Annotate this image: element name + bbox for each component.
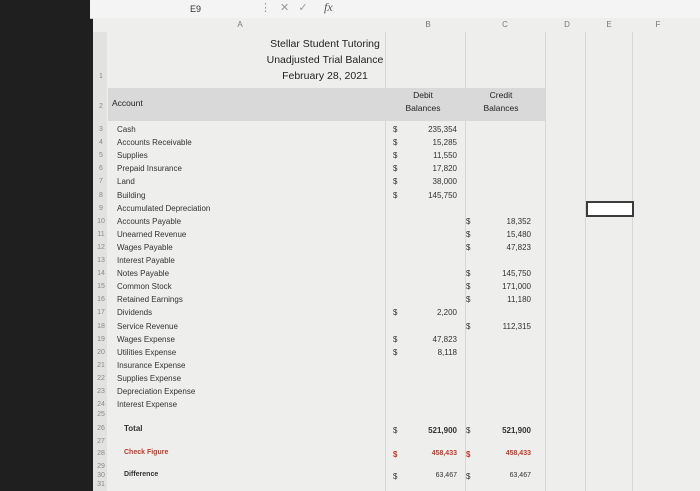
debit-value: 38,000 (432, 177, 457, 186)
row-number[interactable]: 26 (97, 425, 105, 432)
account-name: Interest Payable (117, 256, 175, 265)
credit-dollar: $ (466, 295, 471, 304)
debit-value: 47,823 (432, 335, 457, 344)
report-title-name: Unadjusted Trial Balance (266, 54, 384, 66)
credit-dollar: $ (466, 217, 471, 226)
account-name: Prepaid Insurance (117, 164, 182, 173)
total-label: Total (124, 424, 143, 433)
selected-cell-e9[interactable] (586, 201, 634, 217)
row-number[interactable]: 11 (97, 231, 105, 238)
account-name: Retained Earnings (117, 295, 183, 304)
gridline (545, 32, 546, 491)
difference-debit-dollar: $ (393, 472, 398, 481)
row-number[interactable]: 20 (97, 349, 105, 356)
row-number[interactable]: 25 (97, 411, 105, 418)
check-figure-label: Check Figure (124, 449, 169, 456)
row-number[interactable]: 31 (97, 481, 105, 488)
column-header-d[interactable]: D (564, 20, 570, 29)
credit-dollar: $ (466, 269, 471, 278)
credit-dollar: $ (466, 282, 471, 291)
row-number[interactable]: 22 (97, 375, 105, 382)
debit-dollar: $ (393, 335, 398, 344)
debit-dollar: $ (393, 191, 398, 200)
column-header-c[interactable]: C (502, 20, 508, 29)
credit-value: 47,823 (506, 243, 531, 252)
formula-bar (90, 0, 700, 19)
column-header-b[interactable]: B (425, 20, 431, 29)
account-name: Supplies Expense (117, 374, 182, 383)
row-number[interactable]: 27 (97, 438, 105, 445)
credit-header-2: Balances (483, 103, 519, 113)
row-number[interactable]: 21 (97, 362, 105, 369)
column-header-f[interactable]: F (655, 20, 661, 29)
account-name: Interest Expense (117, 400, 178, 409)
credit-value: 18,352 (506, 217, 531, 226)
check-debit-dollar: $ (393, 450, 398, 459)
difference-label: Difference (124, 471, 159, 478)
row-number[interactable]: 6 (99, 165, 103, 172)
account-name: Common Stock (117, 282, 172, 291)
debit-dollar: $ (393, 308, 398, 317)
report-title-date: February 28, 2021 (282, 70, 368, 82)
row-number[interactable]: 1 (99, 73, 103, 80)
debit-dollar: $ (393, 138, 398, 147)
account-name: Wages Expense (117, 335, 175, 344)
credit-dollar: $ (466, 243, 471, 252)
credit-value: 15,480 (506, 230, 531, 239)
credit-dollar: $ (466, 322, 471, 331)
gridline (585, 32, 586, 491)
debit-value: 145,750 (428, 191, 457, 200)
row-number[interactable]: 16 (97, 296, 105, 303)
row-number[interactable]: 8 (99, 192, 103, 199)
account-name: Land (117, 177, 135, 186)
account-name: Accumulated Depreciation (117, 204, 211, 213)
column-header-e[interactable]: E (606, 20, 612, 29)
account-name: Accounts Receivable (117, 138, 192, 147)
check-credit-dollar: $ (466, 450, 471, 459)
account-name: Notes Payable (117, 269, 170, 278)
debit-dollar: $ (393, 348, 398, 357)
debit-dollar: $ (393, 125, 398, 134)
formula-actions-icons[interactable]: ⋮ ✕ ✓ (260, 2, 311, 14)
row-number[interactable]: 23 (97, 388, 105, 395)
row-number[interactable]: 17 (97, 309, 105, 316)
account-name: Wages Payable (117, 243, 173, 252)
row-number[interactable]: 19 (97, 336, 105, 343)
row-number[interactable]: 30 (97, 472, 105, 479)
account-name: Cash (117, 125, 136, 134)
debit-value: 8,118 (437, 348, 457, 357)
credit-value: 171,000 (502, 282, 531, 291)
debit-header-2: Balances (405, 103, 441, 113)
credit-header: Credit (489, 90, 513, 100)
check-credit: 458,433 (505, 450, 531, 457)
account-name: Unearned Revenue (117, 230, 187, 239)
total-debit-dollar: $ (393, 426, 398, 435)
account-name: Accounts Payable (117, 217, 182, 226)
debit-dollar: $ (393, 164, 398, 173)
row-number[interactable]: 7 (99, 178, 103, 185)
gridline (632, 32, 633, 491)
total-debit: 521,900 (428, 426, 457, 435)
total-credit: 521,900 (502, 426, 531, 435)
account-header: Account (112, 98, 143, 108)
debit-value: 15,285 (432, 138, 457, 147)
credit-value: 11,180 (507, 295, 531, 304)
account-name: Supplies (117, 151, 148, 160)
check-debit: 458,433 (431, 450, 457, 457)
debit-header: Debit (413, 90, 433, 100)
debit-dollar: $ (393, 151, 398, 160)
difference-debit: 63,467 (435, 472, 457, 479)
account-name: Insurance Expense (117, 361, 186, 370)
row-number[interactable]: 29 (97, 463, 105, 470)
row-number[interactable]: 15 (97, 283, 105, 290)
row-number[interactable]: 12 (97, 244, 105, 251)
row-number[interactable]: 10 (97, 218, 105, 225)
report-title-company: Stellar Student Tutoring (270, 38, 380, 50)
debit-value: 17,820 (432, 164, 457, 173)
row-number[interactable]: 4 (99, 139, 103, 146)
account-name: Building (117, 191, 146, 200)
fx-icon[interactable]: fx (324, 0, 333, 14)
credit-value: 112,315 (502, 322, 531, 331)
column-header-a[interactable]: A (237, 20, 243, 29)
debit-value: 2,200 (436, 308, 457, 317)
row-number[interactable]: 5 (99, 152, 103, 159)
account-name: Utilities Expense (117, 348, 177, 357)
row-number[interactable]: 18 (97, 323, 105, 330)
row-number[interactable]: 14 (97, 270, 105, 277)
account-name: Service Revenue (117, 322, 178, 331)
name-box[interactable]: E9 (190, 4, 202, 14)
debit-value: 235,354 (428, 125, 457, 134)
debit-dollar: $ (393, 177, 398, 186)
row-number[interactable]: 13 (97, 257, 105, 264)
row-number[interactable]: 28 (97, 450, 105, 457)
difference-credit-dollar: $ (466, 472, 471, 481)
difference-credit: 63,467 (509, 472, 531, 479)
account-name: Dividends (117, 308, 153, 317)
debit-value: 11,550 (433, 151, 457, 160)
total-credit-dollar: $ (466, 426, 471, 435)
row-number[interactable]: 9 (99, 205, 103, 212)
row-number[interactable]: 24 (97, 401, 105, 408)
row-number[interactable]: 3 (99, 126, 103, 133)
row-number[interactable]: 2 (99, 103, 103, 110)
credit-dollar: $ (466, 230, 471, 239)
account-name: Depreciation Expense (117, 387, 196, 396)
credit-value: 145,750 (502, 269, 531, 278)
